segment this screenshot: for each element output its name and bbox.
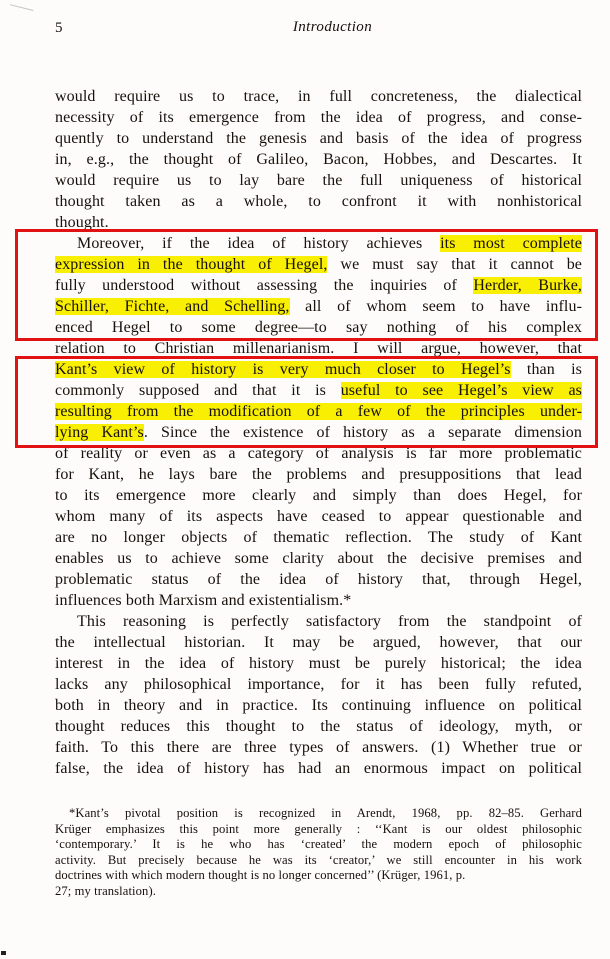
text-line [55,527,582,548]
text-line [55,338,582,359]
text-line [55,758,582,779]
footnote-block [55,806,582,900]
text-line [55,296,582,317]
text-segment: influences both Marxism and existentialism.* [55,592,352,609]
text-line [55,191,582,212]
text-segment: ‘contemporary.’ It is he who has ‘created’ the modern epoch of philosophic [55,837,582,852]
text-segment: are no longer objects of thematic reflection. The study of Kant [55,529,582,546]
text-segment: This reasoning is perfectly satisfactory from the standpoint of [77,613,582,630]
text-line [55,128,582,149]
highlighted-text: expression in the thought of Hegel, [55,256,328,273]
text-segment: lacks any philosophical importance, for it has been fully refuted, [55,676,582,693]
text-line [55,107,582,128]
highlighted-text: Herder, Burke, [473,277,582,294]
text-segment: would require us to lay bare the full uniqueness of historical [55,172,582,189]
text-segment: activity. But precisely because he was its ‘creator,’ we still encounter in his work [55,852,582,867]
text-line [55,380,582,401]
text-line [55,401,582,422]
highlighted-text: lying Kant’s [55,424,144,441]
highlighted-text: its most complete [440,235,582,252]
text-segment: relation to Christian millenarianism. I will argue, however, that [55,340,582,357]
text-line [55,716,582,737]
text-segment: fully understood without assessing the inquiries of [55,277,474,294]
text-segment: doctrines with which modern thought is no longer concerned’’ (Krüger, 1961, p. [55,868,466,883]
text-line [55,653,582,674]
text-segment: in, e.g., the thought of Galileo, Bacon, Hobbes, and Descartes. It [55,151,582,168]
text-segment: to its emergence more clearly and simply than does Hegel, for [55,487,582,504]
text-line [55,317,582,338]
text-segment: of reality or even as a category of analysis is far more problematic [55,445,582,462]
text-segment: for Kant, he lays bare the problems and presuppositions that lead [55,466,582,483]
text-segment: commonly supposed and that it is [55,382,341,399]
scan-artifact [9,4,34,17]
text-segment: we must say that it cannot be [327,256,582,273]
text-segment: 27; my translation). [55,883,156,898]
text-line [55,254,582,275]
text-segment: false, the idea of history has had an enormous impact on political [55,760,582,777]
text-line [55,611,582,632]
text-segment: both in theory and in practice. Its continuing influence on political [55,697,582,714]
text-segment: enables us to achieve some clarity about the decisive premises and [55,550,582,567]
text-line [55,853,582,869]
text-segment: whom many of its aspects have ceased to appear questionable and [55,508,582,525]
text-line [55,212,582,233]
text-line [55,443,582,464]
text-segment: the intellectual historian. It may be argued, however, that our [55,634,582,651]
text-line [55,86,582,107]
text-line [55,485,582,506]
text-line [55,822,582,838]
text-line [55,233,582,254]
text-line [55,590,582,611]
highlighted-text: resulting from the modification of a few of the principles under- [55,403,582,420]
highlighted-text: useful to see Hegel’s view as [340,382,582,399]
text-segment: than is [510,361,582,378]
text-segment: would require us to trace, in full concreteness, the dialectical [55,88,582,105]
body-text-column [55,86,582,779]
text-segment: quently to understand the genesis and basis of the idea of progress [55,130,582,147]
text-segment: interest in the idea of history must be purely historical; the idea [55,655,582,672]
text-line [55,632,582,653]
text-segment: thought reduces this thought to the status of ideology, myth, or [55,718,582,735]
text-segment: all of whom seem to have influ- [289,298,582,315]
text-line [55,569,582,590]
text-segment: problematic status of the idea of history that, through Hegel, [55,571,582,588]
page-number: 5 [55,20,63,36]
text-segment: Krüger emphasizes this point more generally : ‘‘Kant is our oldest philosophic [55,821,582,836]
text-line [55,548,582,569]
text-line [55,359,582,380]
text-line [55,149,582,170]
text-line [55,837,582,853]
text-segment: *Kant’s pivotal position is recognized in Arendt, 1968, pp. 82–85. Gerhard [69,806,582,820]
text-line [55,868,582,884]
text-line [55,695,582,716]
text-segment: Moreover, if the idea of history achieves [77,235,441,252]
text-line [55,464,582,485]
text-line [55,737,582,758]
text-segment: necessity of its emergence from the idea of progress, and conse- [55,109,582,126]
text-line [55,422,582,443]
text-segment: enced Hegel to some degree—to say nothing of his complex [55,319,582,336]
text-line [55,806,582,822]
text-line [55,674,582,695]
text-line [55,506,582,527]
highlighted-text: Schiller, Fichte, and Schelling, [55,298,290,315]
running-head: Introduction [292,19,373,35]
highlighted-text: Kant’s view of history is very much closer to Hegel’s [55,361,511,378]
text-segment: faith. To this there are three types of answers. (1) Whether true or [55,739,582,756]
text-line [55,170,582,191]
text-line [55,275,582,296]
scan-artifact [1,951,6,955]
text-segment: thought. [55,214,109,231]
text-line [55,884,582,900]
text-segment: . Since the existence of history as a separate dimension [143,424,582,441]
text-segment: thought taken as a whole, to confront it with nonhistorical [55,193,582,210]
